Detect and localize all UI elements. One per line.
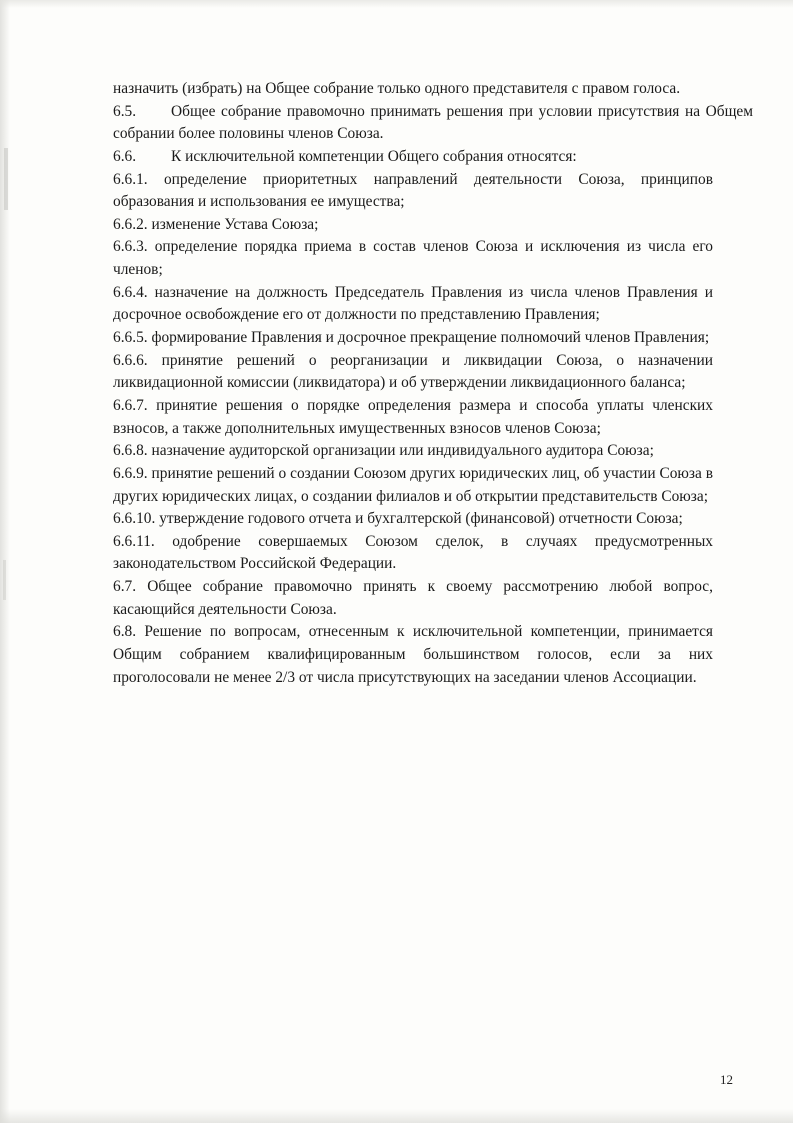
subclause-text: определение приоритетных направлений деятельности Союза, принципов образования и использования ее имущества; — [113, 170, 713, 211]
scan-artifact — [4, 148, 8, 210]
subclause-6-6-3 — [113, 236, 713, 281]
subclause-6-6-10 — [113, 508, 713, 531]
subclause-6-6-8 — [113, 440, 713, 463]
subclause-number: 6.6.4. — [113, 283, 148, 301]
scan-edge-shadow-top — [0, 0, 793, 8]
subclause-text: изменение Устава Союза; — [151, 215, 319, 233]
subclause-6-6-5 — [113, 327, 713, 350]
page-number: 12 — [720, 1072, 733, 1087]
clause-number: 6.7. — [113, 578, 137, 596]
subclause-6-6-7 — [113, 395, 713, 440]
document-body — [113, 78, 753, 689]
subclause-number: 6.6.3. — [113, 238, 148, 256]
clause-text: Общее собрание правомочно принимать решения при условии присутствия на Общем собрании более половины членов Союза. — [113, 102, 753, 143]
clause-number: 6.6. — [113, 147, 137, 165]
clause-text: Общее собрание правомочно принять к своему рассмотрению любой вопрос, касающийся деятельности Союза. — [113, 578, 713, 618]
subclause-number: 6.6.7. — [113, 396, 148, 414]
subclause-number: 6.6.2. — [113, 215, 148, 233]
subclause-number: 6.6.6. — [113, 351, 148, 369]
clause-number: 6.5. — [113, 102, 137, 120]
clause-text: К исключительной компетенции Общего собрания относятся: — [171, 147, 577, 165]
subclause-6-6-11 — [113, 531, 713, 576]
clause-6-7 — [113, 576, 713, 621]
subclause-6-6-4 — [113, 282, 713, 327]
subclause-number: 6.6.8. — [113, 442, 148, 460]
subclause-6-6-2 — [113, 214, 713, 237]
subclause-6-6-6 — [113, 350, 713, 395]
scan-edge-shadow-bottom — [0, 1109, 793, 1123]
subclause-text: одобрение совершаемых Союзом сделок, в случаях предусмотренных законодательством Российской Федерации. — [113, 532, 713, 573]
clause-6-6 — [113, 146, 753, 169]
subclause-number: 6.6.9. — [113, 464, 148, 482]
subclause-number: 6.6.5. — [113, 329, 148, 347]
clause-6-8 — [113, 621, 713, 689]
subclause-text: назначение аудиторской организации или индивидуального аудитора Союза; — [151, 442, 654, 460]
subclause-text: принятие решений о реорганизации и ликвидации Союза, о назначении ликвидационной комиссии (ликвидатора) и об утверждении ликвидационного баланса; — [113, 351, 713, 392]
subclause-number: 6.6.11. — [113, 532, 155, 550]
subclause-text: принятие решения о порядке определения размера и способа уплаты членских взносов, а также дополнительных имущественных взносов членов Союза; — [113, 396, 713, 437]
subclause-6-6-9 — [113, 463, 713, 508]
clause-number: 6.8. — [113, 623, 137, 641]
paragraph-continuation: назначить (избрать) на Общее собрание только одного представителя с правом голоса. — [113, 80, 681, 97]
subclause-number: 6.6.1. — [113, 170, 148, 188]
subclause-text: определение порядка приема в состав членов Союза и исключения из числа его членов; — [113, 238, 713, 279]
subclause-text: утверждение годового отчета и бухгалтерской (финансовой) отчетности Союза; — [159, 510, 683, 528]
subclause-text: формирование Правления и досрочное прекращение полномочий членов Правления; — [151, 329, 710, 347]
subclause-text: назначение на должность Председатель Правления из числа членов Правления и досрочное освобождение его от должности по представлению Правления; — [113, 283, 713, 324]
subclause-number: 6.6.10. — [113, 510, 156, 528]
subclause-6-6-1 — [113, 169, 713, 214]
clause-text: Решение по вопросам, отнесенным к исключительной компетенции, принимается Общим собранием квалифицированным большинством голосов, если за них проголосовали не менее 2/3 от числа присутствующих на заседании членов Ассоциации. — [113, 623, 713, 686]
subclause-text: принятие решений о создании Союзом других юридических лиц, об участии Союза в других юридических лицах, о создании филиалов и об открытии представительств Союза; — [113, 464, 713, 505]
clause-6-5 — [113, 101, 753, 146]
scan-artifact — [3, 560, 6, 600]
